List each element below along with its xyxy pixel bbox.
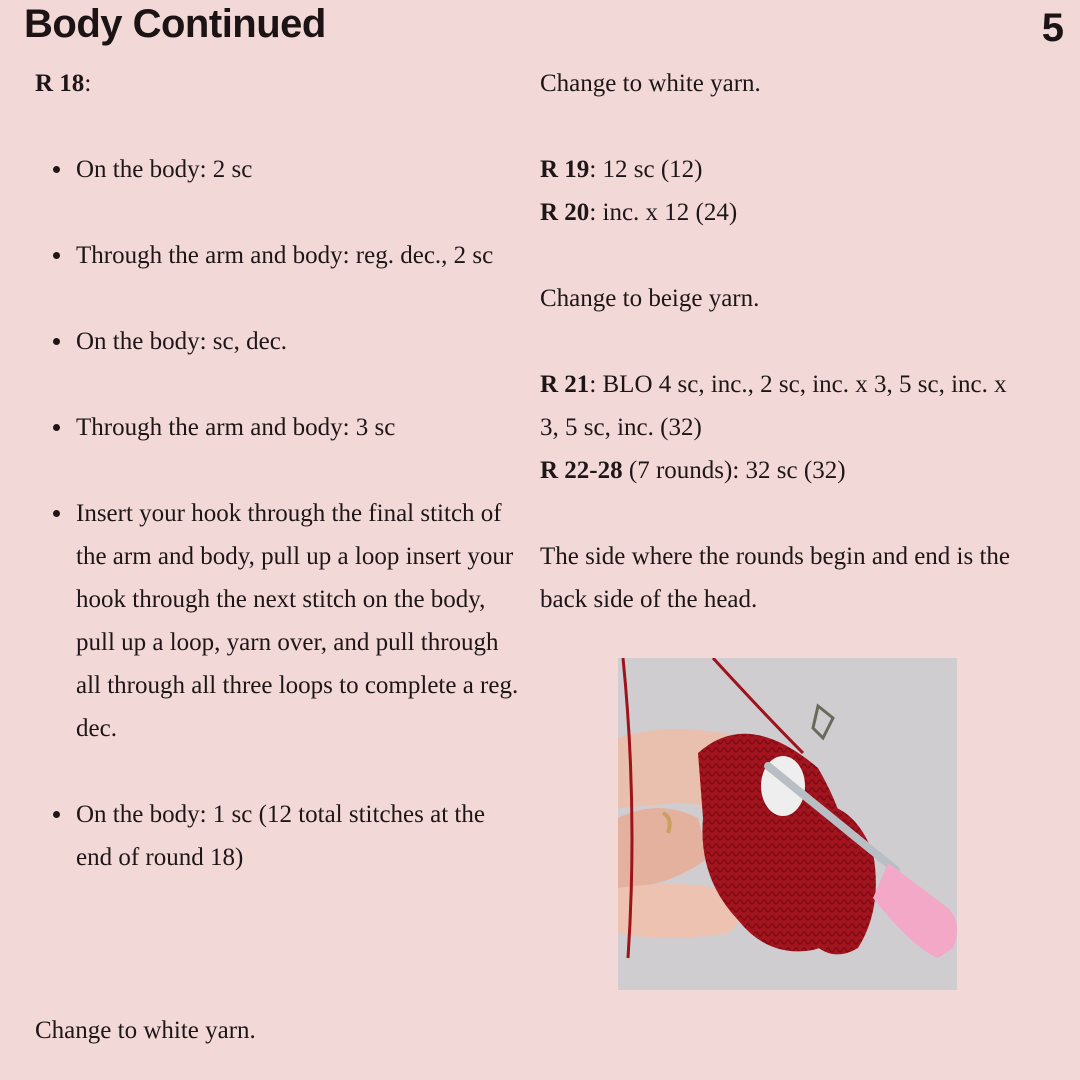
step-item: Through the arm and body: reg. dec., 2 sc (35, 234, 525, 277)
change-to-white-text: Change to white yarn. (540, 70, 761, 97)
round-22-28-label: R 22-28 (540, 457, 623, 484)
crochet-photo (618, 658, 957, 990)
page-title: Body Continued (24, 2, 326, 46)
round-21-label: R 21 (540, 371, 590, 398)
left-column (35, 62, 525, 879)
round-18-heading: R 18: (35, 70, 92, 97)
round-18-label: R 18 (35, 70, 85, 97)
change-to-beige-text: Change to beige yarn. (540, 285, 760, 312)
step-item: On the body: 1 sc (12 total stitches at the end of round 18) (35, 793, 525, 879)
round-21: R 21: BLO 4 sc, inc., 2 sc, inc. x 3, 5 sc, inc. x 3, 5 sc, inc. (32) (540, 371, 1007, 441)
round-20-label: R 20 (540, 199, 590, 226)
step-item: On the body: 2 sc (35, 148, 525, 191)
step-item: Insert your hook through the final stitch of the arm and body, pull up a loop insert your hook through the next stitch on the body, pull up a loop, yarn over, and pull through all through all three loops to complete a reg. dec. (35, 492, 525, 750)
step-item: Through the arm and body: 3 sc (35, 406, 525, 449)
change-yarn-note: Change to white yarn. (35, 1017, 256, 1044)
right-column (540, 62, 1020, 621)
page-number: 5 (1041, 6, 1064, 50)
back-side-note: The side where the rounds begin and end is the back side of the head. (540, 543, 1011, 613)
round-18-steps (35, 148, 525, 879)
step-item: On the body: sc, dec. (35, 320, 525, 363)
round-20: R 20: inc. x 12 (24) (540, 199, 738, 226)
round-22-28: R 22-28 (7 rounds): 32 sc (32) (540, 457, 846, 484)
round-19: R 19: 12 sc (12) (540, 156, 703, 183)
round-19-label: R 19 (540, 156, 590, 183)
